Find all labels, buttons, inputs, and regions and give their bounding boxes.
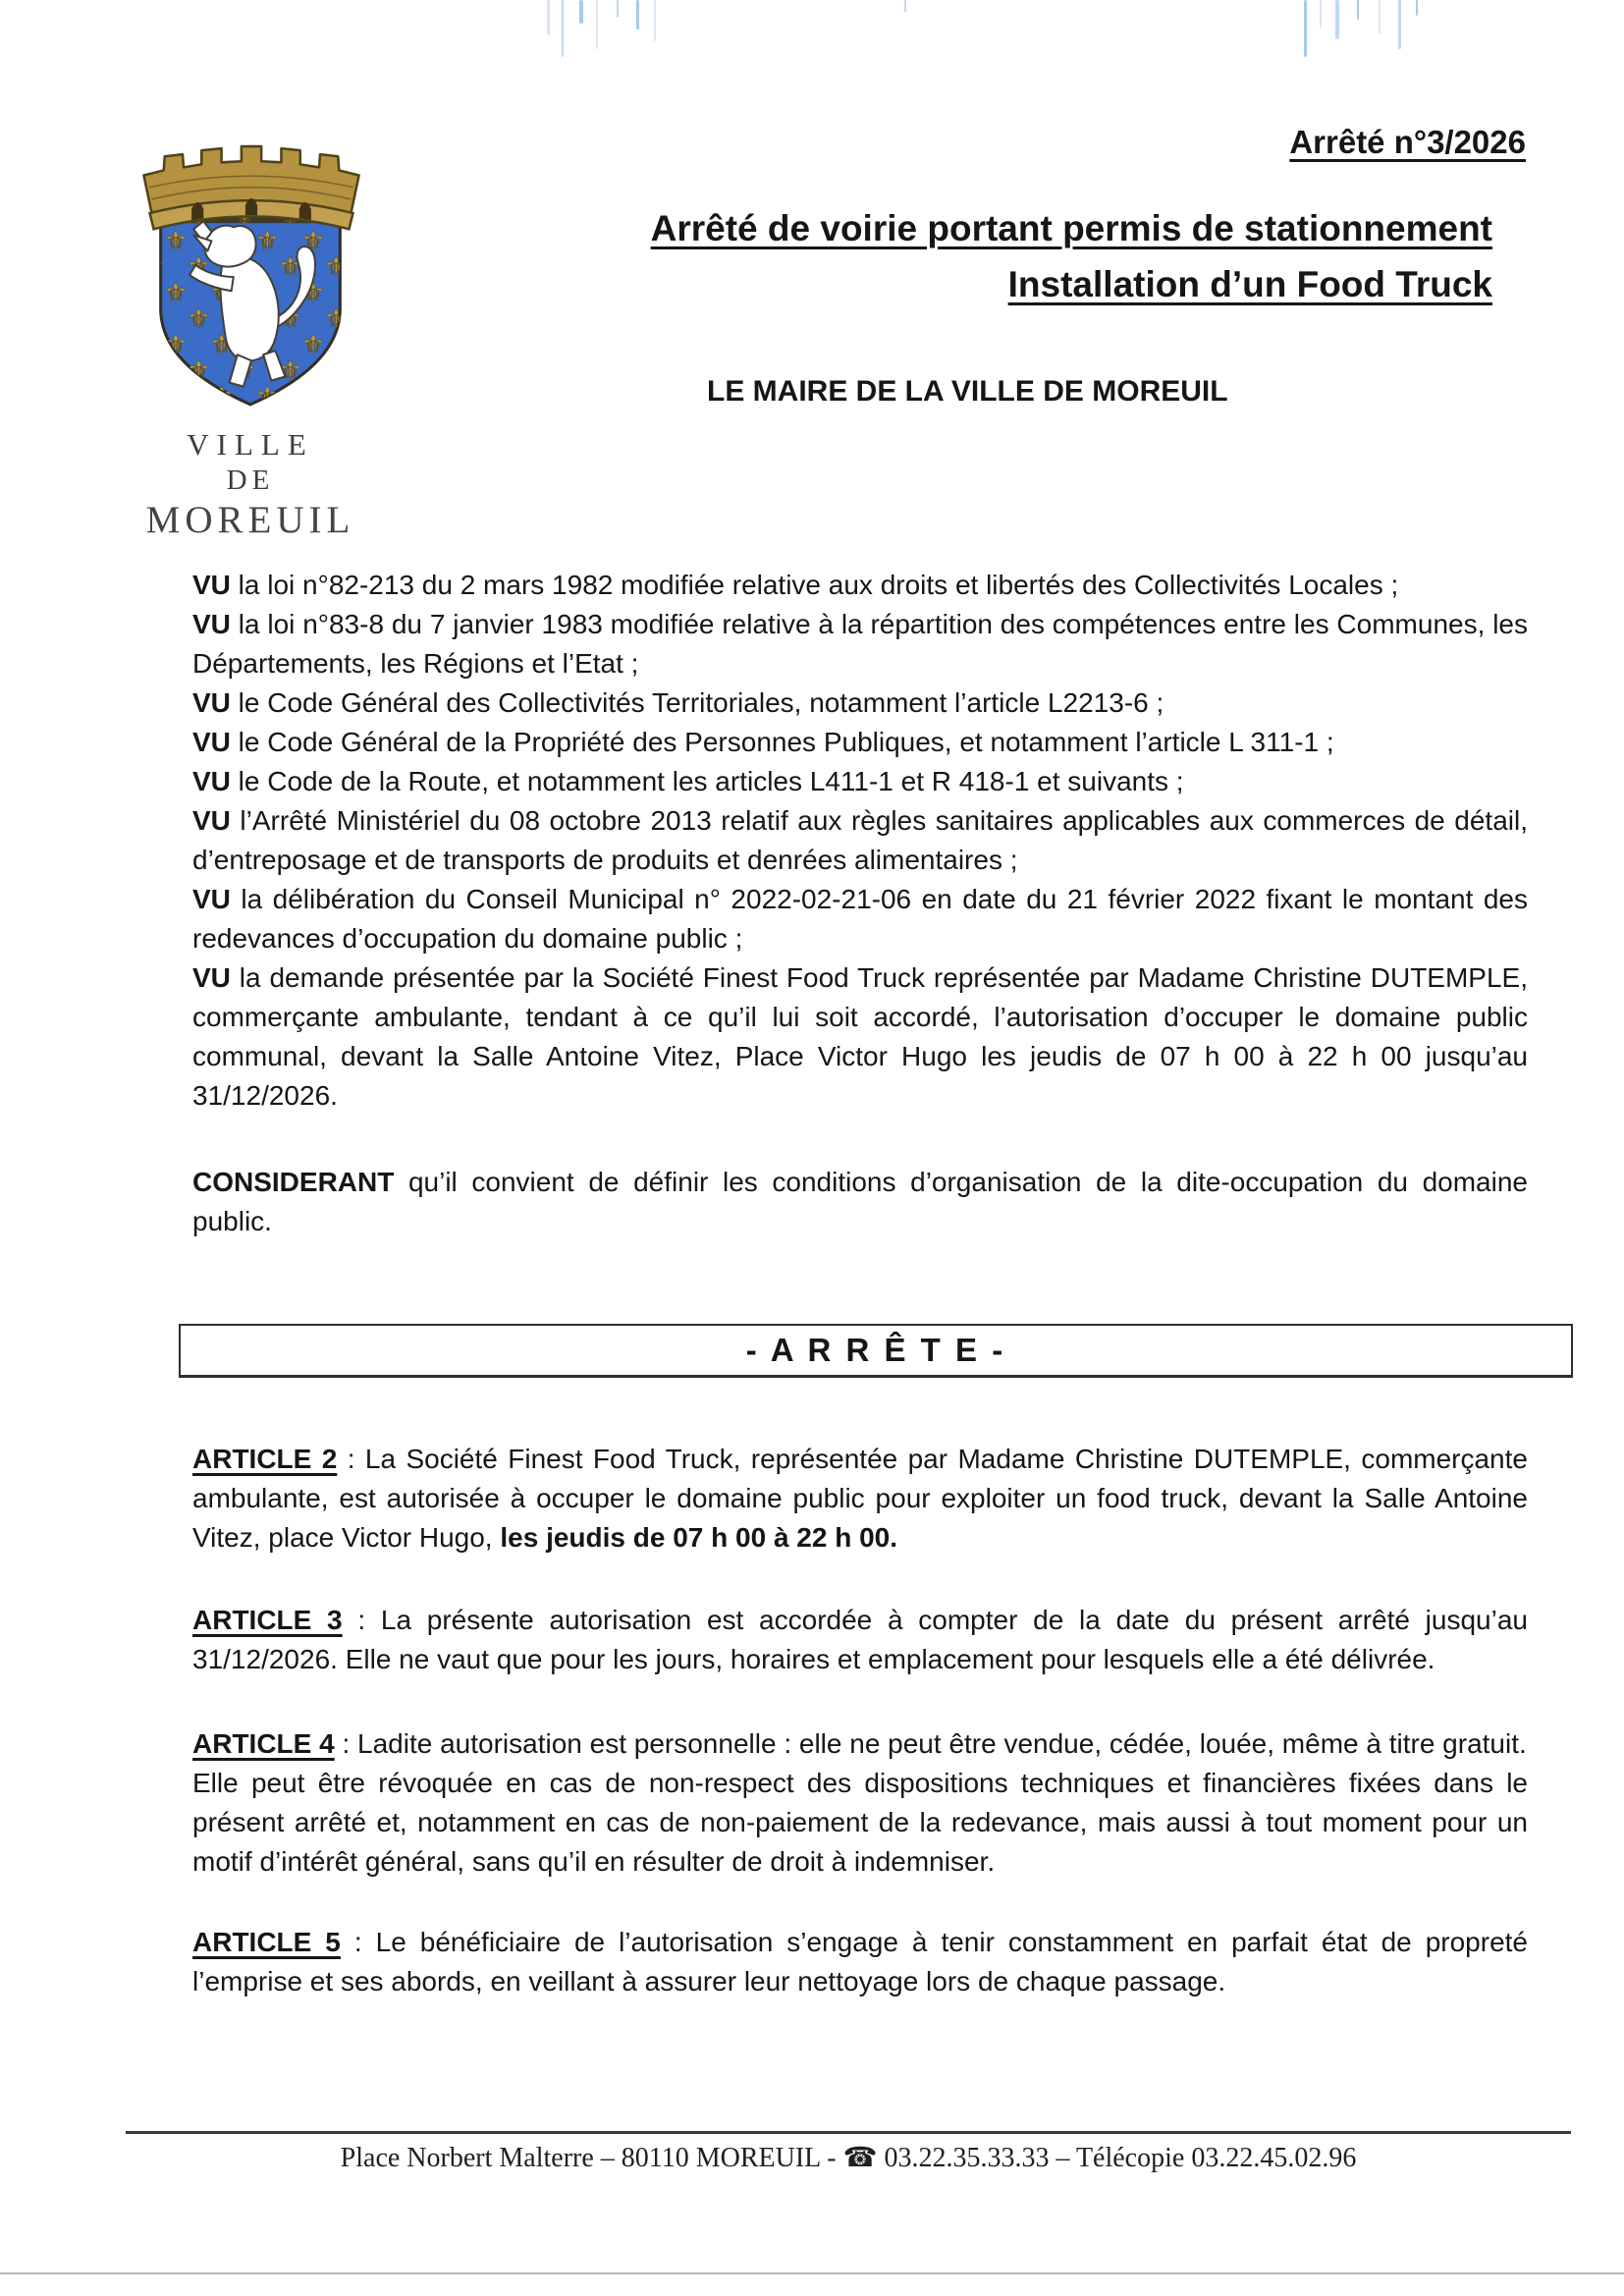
preamble <box>192 566 1528 1241</box>
article-paragraph: ARTICLE 3 : La présente autorisation est accordée à compter de la date du présent arrêté jusqu’au 31/12/2026. Elle ne vaut que pour les jours, horaires et emplacement pour lesquels elle a été délivrée. <box>192 1605 1528 1674</box>
city-name-line-2: DE <box>226 465 275 496</box>
considerant-paragraph: CONSIDERANT qu’il convient de définir les conditions d’organisation de la dite-occupation du domaine public. <box>192 1167 1528 1236</box>
scan-artifact-streak <box>904 0 906 12</box>
article-label: ARTICLE 2 <box>192 1444 338 1474</box>
scan-artifact-streak <box>1398 0 1401 49</box>
city-name-line-3: MOREUIL <box>145 499 355 541</box>
issuer-line: LE MAIRE DE LA VILLE DE MOREUIL <box>707 375 1228 408</box>
city-name-line-1: VILLE <box>187 427 314 462</box>
footer-address <box>126 2141 1571 2174</box>
considerant-label: CONSIDERANT <box>192 1167 395 1197</box>
footer-address-text: Place Norbert Malterre – 80110 MOREUIL - <box>340 2143 843 2173</box>
articles <box>192 1440 1528 2001</box>
vu-item: VU le Code de la Route, et notamment les articles L411-1 et R 418-1 et suivants ; <box>192 766 1184 796</box>
decree-number <box>1289 124 1526 161</box>
phone-icon: ☎ <box>842 2143 878 2173</box>
scan-artifacts-top <box>0 0 1624 79</box>
city-name-block <box>126 426 375 544</box>
article-paragraph: ARTICLE 5 : Le bénéficiaire de l’autorisation s’engage à tenir constamment en parfait état de propreté l’emprise et ses abords, en veillant à assurer leur nettoyage lors de chaque passage. <box>192 1927 1528 1996</box>
scan-artifact-streak <box>596 0 598 49</box>
scan-artifact-streak <box>636 0 639 29</box>
vu-item: VU la demande présentée par la Société Finest Food Truck représentée par Madame Christine DUTEMPLE, commerçante ambulante, tendant à ce qu’il lui soit accordé, l’autorisation d’occuper le domaine public communal, devant la Salle Antoine Vitez, Place Victor Hugo les jeudis de 07 h 00 à 22 h 00 jusqu’au 31/12/2026. <box>192 962 1528 1111</box>
vu-label: VU <box>192 805 231 836</box>
vu-item: VU la loi n°83-8 du 7 janvier 1983 modifiée relative à la répartition des compétences entre les Communes, les Départements, les Régions et l’Etat ; <box>192 609 1528 679</box>
vu-item: VU la loi n°82-213 du 2 mars 1982 modifiée relative aux droits et libertés des Collectivités Locales ; <box>192 570 1399 600</box>
article-bold-run: les jeudis de 07 h 00 à 22 h 00. <box>500 1522 898 1553</box>
decree-number-text: Arrêté n°3/2026 <box>1289 124 1526 160</box>
arrete-banner-text: - A R R Ê T E - <box>745 1332 1006 1368</box>
vu-label: VU <box>192 962 231 993</box>
scan-artifact-streak <box>1320 0 1322 27</box>
footer-separator-line <box>126 2131 1571 2134</box>
city-coat-of-arms <box>135 141 365 412</box>
footer-phone-text: 03.22.35.33.33 – Télécopie 03.22.45.02.96 <box>877 2143 1357 2173</box>
scan-artifact-streak <box>1379 0 1380 33</box>
scan-artifact-streak <box>579 0 583 24</box>
article-extra-paragraph: Elle peut être révoquée en cas de non-respect des dispositions techniques et financières fixées dans le présent arrêté et, notamment en cas de non-paiement de la redevance, mais aussi à tout moment pour un motif d’intérêt général, sans qu’il en résulter de droit à indemniser. <box>192 1768 1528 1877</box>
scan-artifact-streak <box>547 0 550 35</box>
vu-item: VU l’Arrêté Ministériel du 08 octobre 2013 relatif aux règles sanitaires applicables aux commerces de détail, d’entreposage et de transports de produits et denrées alimentaires ; <box>192 805 1528 875</box>
scan-artifact-streak <box>1416 0 1418 16</box>
article-paragraph: ARTICLE 4 : Ladite autorisation est personnelle : elle ne peut être vendue, cédée, louée, même à titre gratuit. <box>192 1728 1527 1759</box>
vu-label: VU <box>192 570 231 600</box>
vu-label: VU <box>192 766 231 796</box>
title-line-2: Installation d’un Food Truck <box>1007 264 1492 304</box>
document-title <box>651 200 1492 312</box>
scan-artifact-streak <box>1335 0 1339 39</box>
arrete-banner-box <box>179 1324 1573 1378</box>
article-label: ARTICLE 4 <box>192 1728 335 1759</box>
article-label: ARTICLE 5 <box>192 1927 341 1957</box>
title-line-1: Arrêté de voirie portant permis de stationnement <box>650 208 1492 248</box>
article-label: ARTICLE 3 <box>192 1605 343 1635</box>
scan-artifact-streak <box>1357 0 1359 20</box>
vu-label: VU <box>192 609 231 639</box>
scan-artifact-streak <box>1304 0 1307 57</box>
vu-label: VU <box>192 727 231 757</box>
vu-label: VU <box>192 884 231 914</box>
scan-artifact-streak <box>617 0 619 18</box>
vu-label: VU <box>192 687 231 718</box>
vu-item: VU le Code Général de la Propriété des Personnes Publiques, et notamment l’article L 311-1 ; <box>192 727 1334 757</box>
vu-item: VU la délibération du Conseil Municipal n° 2022-02-21-06 en date du 21 février 2022 fixant le montant des redevances d’occupation du domaine public ; <box>192 884 1528 954</box>
article-paragraph: ARTICLE 2 : La Société Finest Food Truck, représentée par Madame Christine DUTEMPLE, commerçante ambulante, est autorisée à occuper le domaine public pour exploiter un food truck, devant la Salle Antoine Vitez, place Victor Hugo, les jeudis de 07 h 00 à 22 h 00. <box>192 1444 1528 1553</box>
scan-artifact-streak <box>562 0 564 57</box>
scan-artifact-streak <box>654 0 656 41</box>
mural-crown-icon <box>143 146 358 229</box>
vu-item: VU le Code Général des Collectivités Territoriales, notamment l’article L2213-6 ; <box>192 687 1164 718</box>
scan-edge-line <box>0 2272 1624 2274</box>
